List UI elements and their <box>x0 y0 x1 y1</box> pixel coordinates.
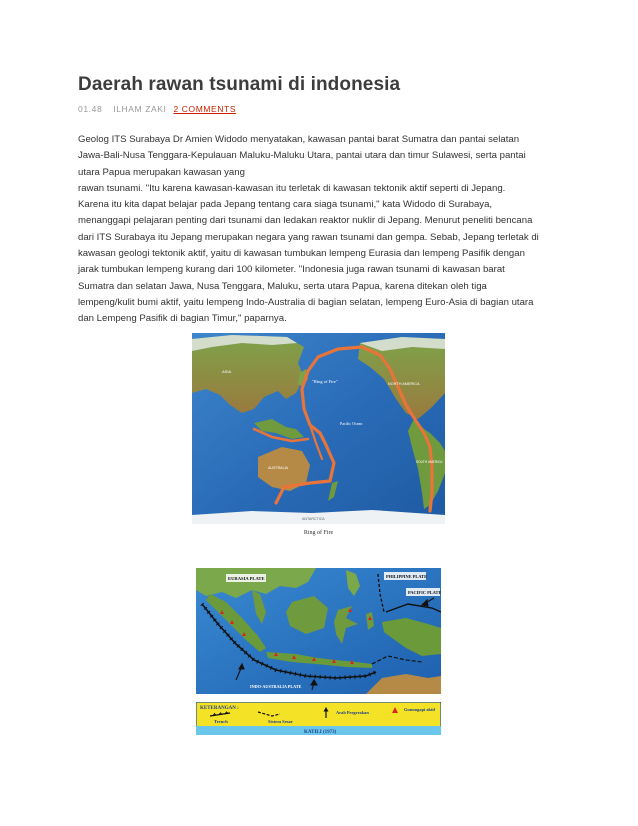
plate-label-eurasia: EURASIA PLATE <box>228 576 265 581</box>
body-line: dan Lempeng Pasifik di bagian Timur," paparnya. <box>78 313 287 325</box>
indonesia-tectonic-map <box>196 568 441 694</box>
body-line: lempeng/kulit bumi aktif, yaitu lempeng Indo-Australia di bagian selatan, lempeng Euro-Asia di bagian utara <box>78 296 534 308</box>
map-label-australia: AUSTRALIA <box>268 466 288 470</box>
post-author[interactable]: ILHAM ZAKI <box>113 104 167 114</box>
body-line: Jawa-Bali-Nusa Tenggara-Kepulauan Maluku-Maluku Utara, pantai utara dan timur Sulawesi, serta pantai <box>78 150 526 162</box>
body-line: Geolog ITS Surabaya Dr Amien Widodo menyatakan, kawasan pantai barat Sumatra dan pantai selatan <box>78 134 520 145</box>
body-line: kawasan geologi tektonik aktif, yaitu di kawasan tumbukan lempeng Eurasia dan lempeng Pasifik dengan <box>78 248 525 260</box>
comments-link[interactable]: 2 COMMENTS <box>173 104 237 114</box>
body-line: Karena itu kita dapat belajar pada Jepang tentang cara siaga tsunami," kata Widodo di Surabaya, <box>78 199 493 211</box>
map-label-asia: ASIA <box>222 369 232 374</box>
plate-label-philippine: PHILIPPINE PLATE <box>386 574 428 579</box>
plate-label-pacific: PACIFIC PLATE <box>408 590 441 595</box>
body-line: rawan tsunami. "Itu karena kawasan-kawasan itu terletak di kawasan tektonik aktif seperti di Jepang. <box>78 182 506 194</box>
map-label-ring: "Ring of Fire" <box>312 379 338 384</box>
map-label-south-america: SOUTH AMERICA <box>416 460 443 464</box>
body-line: utara Papua merupakan kawasan yang <box>78 166 245 178</box>
body-line: Sumatra dan selatan Jawa, Nusa Tenggara, Maluku, serta utara Papua, karena ditekan oleh tiga <box>78 280 487 292</box>
legend-trench: Trench <box>214 719 228 724</box>
legend-motion: Arah Pergerakan <box>336 710 369 715</box>
post-title: Daerah rawan tsunami di indonesia <box>78 74 401 95</box>
body-line: dari ITS Surabaya itu Jepang merupakan negara yang rawan tsunami dan gempa. Sebab, Jepang terletak di <box>78 231 539 243</box>
post-meta <box>78 104 236 114</box>
legend-fault: Sistem Sesar <box>268 719 293 724</box>
body-line: menanggapi pelajaran penting dari tsunami dan ledakan reaktor nuklir di Jepang. Menurut peneliti bencana <box>78 215 533 227</box>
plate-label-indo-australia: INDO-AUSTRALIA PLATE <box>250 684 302 689</box>
legend-volcano: Gunungapi aktif <box>404 707 436 712</box>
map-legend <box>196 702 441 735</box>
map-label-pacific: Pacific Ocean <box>340 421 363 426</box>
body-line: jarak tumbukan lempeng kurang dari 100 kilometer. "Indonesia juga rawan tsunami di kawasan barat <box>78 264 505 276</box>
figure-caption: Ring of Fire <box>303 530 334 536</box>
post-time: 01.48 <box>78 104 103 114</box>
map-label-north-america: NORTH AMERICA <box>388 382 420 386</box>
ring-of-fire-map <box>192 333 445 524</box>
legend-source: KATILI (1973) <box>304 730 337 735</box>
map-label-antarctica: ANTARCTICA <box>302 517 325 521</box>
legend-heading: KETERANGAN : <box>200 706 239 711</box>
post-body <box>78 132 573 328</box>
